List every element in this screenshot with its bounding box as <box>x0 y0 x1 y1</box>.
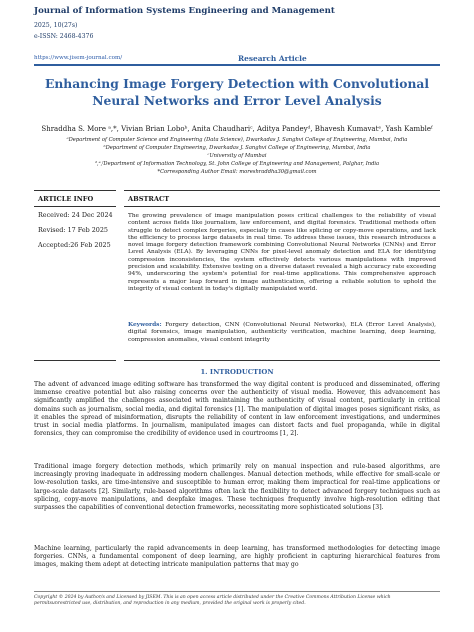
journal-name: Journal of Information Systems Engineering and Management <box>34 6 335 16</box>
abstract-top-rule <box>124 190 440 191</box>
article-info-heading: ARTICLE INFO <box>38 195 94 203</box>
affiliation-b: ᵇDepartment of Computer Engineering, Dwarkadas J. Sanghvi College of Engineering, Mumbai, India <box>103 145 371 151</box>
abstract-heading: ABSTRACT <box>128 195 170 203</box>
abstract-header-rule <box>124 206 440 207</box>
abstract-text: The growing prevalence of image manipulation poses critical challenges to the reliability of visual content across fields like journalism, law enforcement, and digital forensics. Traditional methods often struggle to detect complex forgeries, especially in cases like splicing or copy-move operations, and lack the efficiency to process large datasets in real time. To address these issues, this research introduces a novel image forgery detection framework combining Convolutional Neural Networks (CNNs) and Error Level Analysis (ELA). By leveraging CNNs for pixel-level anomaly detection and ELA for identifying compression inconsistencies, the system effectively detects various manipulations with improved precision and scalability. Extensive testing on a diverse dataset revealed a high accuracy rate exceeding 94%, underscoring the system's potential for real-time applications. This comprehensive approach represents a major leap forward in image authentication, offering a reliable solution to uphold the integrity of visual content in today's digitally manipulated world. <box>128 213 436 292</box>
info-bottom-rule <box>34 360 116 361</box>
corresponding-email: *Corresponding Author Email: moreshraddha30@gmail.com <box>157 169 317 175</box>
affiliation-a: ᵃDepartment of Computer Science and Engineering (Data Science), Dwarkadas J. Sanghvi College of Engineering, Mumbai, India <box>66 137 408 143</box>
affiliation-c: ᶜUniversity of Mumbai <box>207 153 267 159</box>
keywords-list: Forgery detection, CNN (Convolutional Neural Networks), ELA (Error Level Analysis), digital forensics, image manipulation, authenticity verification, machine learning, deep learning, compression anomalies, visual content integrity <box>128 322 436 343</box>
article-type: Research Article <box>238 54 307 63</box>
revised-date: Revised: 17 Feb 2025 <box>38 226 109 234</box>
title-line-1: Enhancing Image Forgery Detection with Convolutional <box>44 76 430 91</box>
section-heading: 1. INTRODUCTION <box>200 368 274 376</box>
author-list: Shraddha S. More ᵃ,*, Vivian Brian Loboᵇ, Anita Chaudhariᶜ, Aditya Pandeyᵈ, Bhavesh Kumavatᵉ, Yash Kambleᶠ <box>41 125 433 133</box>
abstract-bottom-rule <box>124 360 440 361</box>
title-line-2: Neural Networks and Error Level Analysis <box>92 93 382 108</box>
journal-url-link[interactable]: https://www.jisem-journal.com/ <box>34 55 123 61</box>
copyright-line-1: Copyright © 2024 by Author/s and Licensed by JISEM. This is an open access article distributed under the Creative Commons Attribution License which <box>34 595 391 600</box>
header-divider <box>34 64 440 66</box>
keywords-label: Keywords: <box>128 322 162 328</box>
footer-divider <box>34 591 440 592</box>
copyright-line-2: permitsunrestricted use, distribution, and reproduction in any medium, provided the original work is properly cited. <box>34 601 306 606</box>
intro-paragraph-2: Traditional image forgery detection methods, which primarily rely on manual inspection and rule-based algorithms, are increasingly proving inadequate in addressing modern challenges. Manual detection methods, while effective for small-scale or low-resolution tasks, are time-intensive and susceptible to human error, making them impractical for real-time applications or large-scale datasets [2]. Similarly, rule-based algorithms often lack the flexibility to detect advanced forgery techniques such as splicing, copy-move manipulations, and deepfake images. These techniques frequently involve high-resolution editing that surpasses the capabilities of conventional detection frameworks, necessitating more sophisticated solutions [3]. <box>34 463 440 512</box>
copyright-footer <box>34 595 440 607</box>
info-top-rule <box>34 190 116 191</box>
affiliation-def: ᵈ,ᵉ,ᶠDepartment of Information Technology, St. John College of Engineering and Management, Palghar, India <box>94 161 380 167</box>
year-issue: 2025, 10(27s) <box>34 22 78 29</box>
eissn: e-ISSN: 2468-4376 <box>34 33 94 40</box>
keywords-block <box>128 322 436 344</box>
accepted-date: Accepted:26 Feb 2025 <box>38 241 111 249</box>
received-date: Received: 24 Dec 2024 <box>38 211 113 219</box>
article-title <box>34 75 440 109</box>
intro-paragraph-1: The advent of advanced image editing software has transformed the way digital content is produced and disseminated, offering immense creative potential but also raising concerns over the authenticity of visual media. However, this advancement has significantly amplified the challenges associated with maintaining the authenticity of visual content, particularly in critical domains such as journalism, social media, and digital forensics [1]. The manipulation of digital images poses significant risks, as it enables the spread of misinformation, disrupts the reliability of content in law enforcement investigations, and undermines trust in social media platforms. In journalism, manipulated images can distort facts and fuel propaganda, while in digital forensics, they can compromise the credibility of evidence used in courtrooms [1, 2]. <box>34 381 440 438</box>
intro-paragraph-3: Machine learning, particularly the rapid advancements in deep learning, has transformed methodologies for detecting image forgeries. CNNs, a fundamental component of deep learning, are highly proficient in capturing hierarchical features from images, making them adept at detecting intricate manipulation patterns that may go <box>34 545 440 569</box>
info-header-rule <box>34 206 116 207</box>
